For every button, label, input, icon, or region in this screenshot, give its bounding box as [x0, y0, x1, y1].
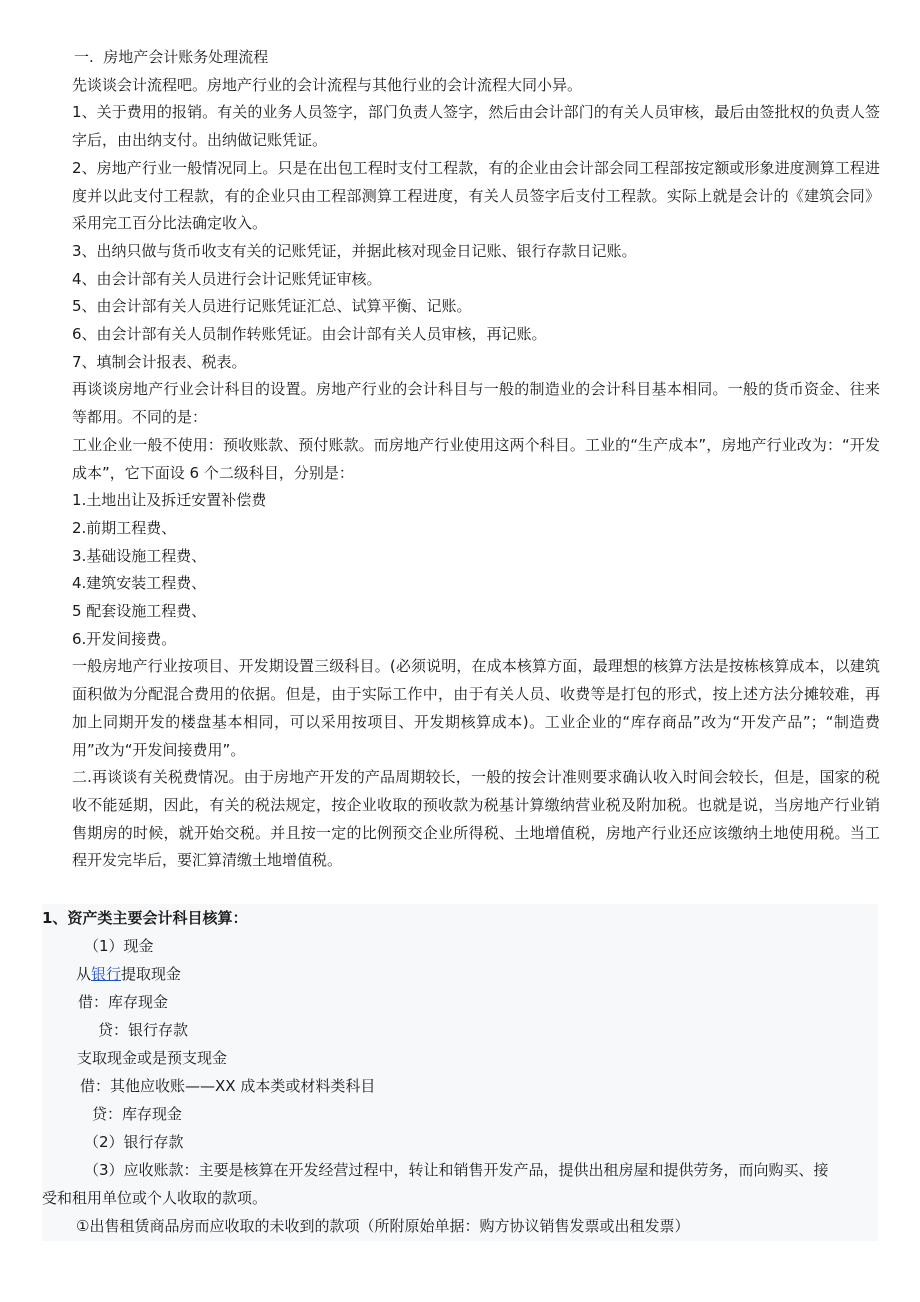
receivable-line-2: 受和租用单位或个人收取的款项。	[42, 1189, 268, 1207]
paragraph-step-6: 6、由会计部有关人员制作转账凭证。由会计部有关人员审核，再记账。	[72, 325, 547, 344]
list-item-cost-1: 1.土地出让及拆迁安置补偿费	[72, 491, 267, 510]
list-item-cost-5: 5 配套设施工程费、	[72, 602, 207, 621]
paragraph-intro: 先谈谈会计流程吧。房地产行业的会计流程与其他行业的会计流程大同小异。	[72, 75, 583, 94]
list-item-cost-4: 4.建筑安装工程费、	[72, 574, 207, 593]
credit-cash-line: 贷：库存现金	[92, 1105, 183, 1123]
paragraph-step-5: 5、由会计部有关人员进行记账凭证汇总、试算平衡、记账。	[72, 297, 472, 316]
list-item-cost-2: 2.前期工程费、	[72, 518, 177, 537]
paragraph-taxes: 二.再谈谈有关税费情况。由于房地产开发的产品周期较长，一般的按会计准则要求确认收入时间会较长，但是，国家的税收不能延期，因此，有关的税法规定，按企业收取的预收款为税基计算缴纳营业税及附加税。也就是说，当房地产行业销售期房的时候，就开始交税。并且按一定的比例预交企业所得税、土地增值税，房地产行业还应该缴纳土地使用税。当工程开发完毕后，要汇算清缴土地增值税。	[72, 768, 880, 870]
credit-bank-line: 贷：银行存款	[98, 1021, 189, 1039]
paragraph-third-level: 一般房地产行业按项目、开发期设置三级科目。(必须说明，在成本核算方面，最理想的核算方法是按栋核算成本，以建筑面积做为分配混合费用的依据。但是，由于实际工作中，由于有关人员、收费等是打包的形式，按上述方法分摊较难，再加上同期开发的楼盘基本相同，可以采用按项目、开发期核算成本)。工业企业的“库存商品”改为“开发产品”；“制造费用”改为“开发间接费用”。	[72, 657, 880, 759]
withdraw-prefix: 从	[76, 965, 92, 983]
bank-heading: （2）银行存款	[84, 1133, 184, 1151]
receivable-item-1: ①出售租赁商品房而应收取的未收到的款项（所附原始单据：购方协议销售发票或出租发票）	[76, 1217, 690, 1235]
cash-heading: （1）现金	[84, 937, 154, 955]
receivable-line-1: （3）应收账款：主要是核算在开发经营过程中，转让和销售开发产品，提供出租房屋和提供劳务，而向购买、接	[84, 1161, 829, 1179]
paragraph-step-2: 2、房地产行业一般情况同上。只是在出包工程时支付工程款，有的企业由会计部会同工程部按定额或形象进度测算工程进度并以此支付工程款，有的企业只由工程部测算工程进度，有关人员签字后支付工程款。实际上就是会计的《建筑会同》采用完工百分比法确定收入。	[72, 158, 880, 233]
section-title: 1、资产类主要会计科目核算：	[42, 909, 248, 927]
advance-heading: 支取现金或是预支现金	[77, 1049, 228, 1067]
article-heading: 一. 房地产会计账务处理流程	[74, 48, 269, 66]
bank-link[interactable]: 银行	[91, 965, 122, 983]
paragraph-step-3: 3、出纳只做与货币收支有关的记账凭证，并据此核对现金日记账、银行存款日记账。	[72, 241, 637, 260]
debit-cash-line: 借：库存现金	[78, 993, 169, 1011]
debit-other-line: 借：其他应收账——XX 成本类或材料类科目	[80, 1077, 376, 1095]
paragraph-step-1: 1、关于费用的报销。有关的业务人员签字，部门负责人签字，然后由会计部门的有关人员审核，最后由签批权的负责人签字后，由出纳支付。出纳做记账凭证。	[72, 103, 880, 150]
asset-accounts-section	[42, 904, 878, 1241]
withdraw-line	[42, 960, 878, 988]
article-body	[72, 44, 880, 875]
paragraph-accounts-diff: 工业企业一般不使用：预收账款、预付账款。而房地产行业使用这两个科目。工业的“生产成本”，房地产行业改为：“开发成本”，它下面设 6 个二级科目，分别是：	[72, 435, 880, 482]
withdraw-suffix: 提取现金	[121, 965, 182, 983]
list-item-cost-3: 3.基础设施工程费、	[72, 546, 207, 565]
paragraph-step-4: 4、由会计部有关人员进行会计记账凭证审核。	[72, 269, 382, 288]
paragraph-step-7: 7、填制会计报表、税表。	[72, 352, 247, 371]
paragraph-accounts-intro: 再谈谈房地产行业会计科目的设置。房地产行业的会计科目与一般的制造业的会计科目基本相同。一般的货币资金、往来等都用。不同的是：	[72, 380, 880, 427]
list-item-cost-6: 6.开发间接费。	[72, 629, 177, 648]
